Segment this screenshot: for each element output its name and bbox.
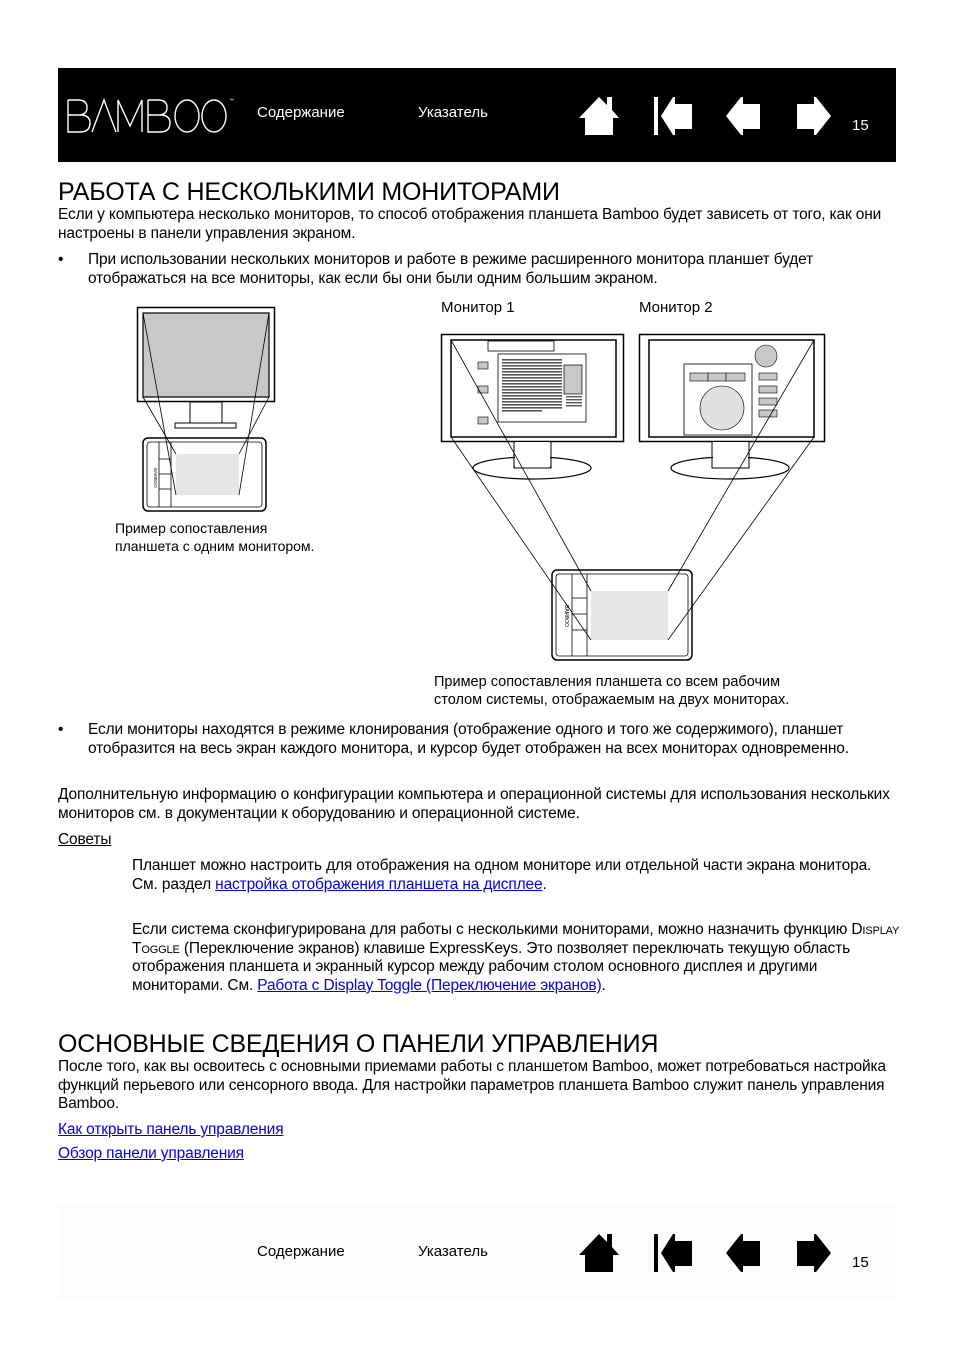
- monitor-2: [640, 335, 825, 480]
- control-panel-intro: После того, как вы освоитесь с основными приемами работы с планшетом Bamboo, может потребоваться настройка функций перьевого или сенсорного ввода. Для настройки параметров планшета Bamboo служит панель управления Bamboo.: [58, 1058, 886, 1113]
- monitor-1-label: Монитор 1: [441, 299, 515, 316]
- bullet-marker: •: [58, 721, 64, 738]
- tips-heading: Советы: [58, 831, 112, 848]
- dual-monitor-caption: Пример сопоставления планшета со всем рабочим столом системы, отображаемым на двух мониторах.: [434, 674, 790, 708]
- tablet-brand-label: BAMBOO: [563, 605, 569, 627]
- dual-monitor-diagram: [430, 325, 840, 665]
- home-icon[interactable]: [578, 1233, 620, 1273]
- monitor-1: [442, 335, 624, 480]
- page-number: 15: [852, 1254, 869, 1271]
- tablet-active-area: [591, 591, 668, 640]
- single-monitor-caption: Пример сопоставления планшета с одним монитором.: [115, 520, 315, 554]
- page-number: 15: [852, 117, 869, 134]
- svg-text:™: ™: [229, 98, 234, 104]
- index-link[interactable]: Указатель: [418, 1243, 488, 1260]
- tablet-brand-label: BAMBOO: [153, 468, 158, 488]
- monitor-screen: [143, 313, 269, 397]
- single-monitor-diagram: [110, 300, 290, 515]
- tablet: [552, 570, 692, 660]
- more-info-paragraph: Дополнительную информацию о конфигурации компьютера и операционной системы для использования нескольких мониторов см. в документации к оборудованию и операционной системе.: [58, 786, 890, 822]
- tablet-active-area: [176, 454, 239, 495]
- first-page-icon[interactable]: [654, 96, 696, 136]
- contents-link[interactable]: Содержание: [257, 104, 345, 121]
- next-page-icon[interactable]: [796, 96, 832, 136]
- contents-link[interactable]: Содержание: [257, 1243, 345, 1260]
- previous-page-icon[interactable]: [725, 96, 761, 136]
- previous-page-icon[interactable]: [725, 1233, 761, 1273]
- monitor-base: [175, 423, 236, 428]
- bullet-clone-mode: Если мониторы находятся в режиме клонирования (отображение одного и того же содержимого), планшет отобразится на весь экран каждого монитора, и курсор будет отображен на всех мониторах одновременно.: [88, 721, 849, 757]
- section-title-multiple-monitors: РАБОТА С НЕСКОЛЬКИМИ МОНИТОРАМИ: [58, 178, 560, 206]
- bamboo-logo: [66, 96, 236, 136]
- footer-bar: [58, 1205, 896, 1300]
- tip-display-mapping: Планшет можно настроить для отображения на одном мониторе или отдельной части экрана монитора. См. раздел настройка отображения планшета на дисплее.: [132, 857, 872, 893]
- section-title-control-panel: ОСНОВНЫЕ СВЕДЕНИЯ О ПАНЕЛИ УПРАВЛЕНИЯ: [58, 1030, 659, 1058]
- index-link[interactable]: Указатель: [418, 104, 488, 121]
- bullet-marker: •: [58, 251, 64, 268]
- monitor-2-label: Монитор 2: [639, 299, 713, 316]
- display-mapping-link[interactable]: настройка отображения планшета на дисплее: [215, 875, 543, 893]
- header-bar: [58, 68, 896, 162]
- next-page-icon[interactable]: [796, 1233, 832, 1273]
- home-icon[interactable]: [578, 96, 620, 136]
- open-control-panel-link[interactable]: Как открыть панель управления: [58, 1121, 284, 1138]
- intro-paragraph: Если у компьютера несколько мониторов, то способ отображения планшета Bamboo будет зависеть от того, как они настроены в панели управления экраном.: [58, 206, 882, 242]
- bullet-extended-mode: При использовании нескольких мониторов и работе в режиме расширенного монитора планшет будет отображаться на все мониторы, как если бы они были одним большим экраном.: [88, 251, 814, 287]
- tip-display-toggle: Если система сконфигурирована для работы с несколькими мониторами, можно назначить функцию Display Toggle (Переключение экранов) клавише ExpressKeys. Это позволяет переключать текущую область отображения планшета и экранный курсор между рабочим столом основного дисплея и другими мониторами. См. Работа с Display Toggle (Переключение экранов).: [132, 921, 900, 994]
- first-page-icon[interactable]: [654, 1233, 696, 1273]
- display-toggle-link[interactable]: Работа с Display Toggle (Переключение экранов): [257, 976, 602, 994]
- control-panel-overview-link[interactable]: Обзор панели управления: [58, 1145, 244, 1162]
- monitor-neck: [190, 402, 222, 424]
